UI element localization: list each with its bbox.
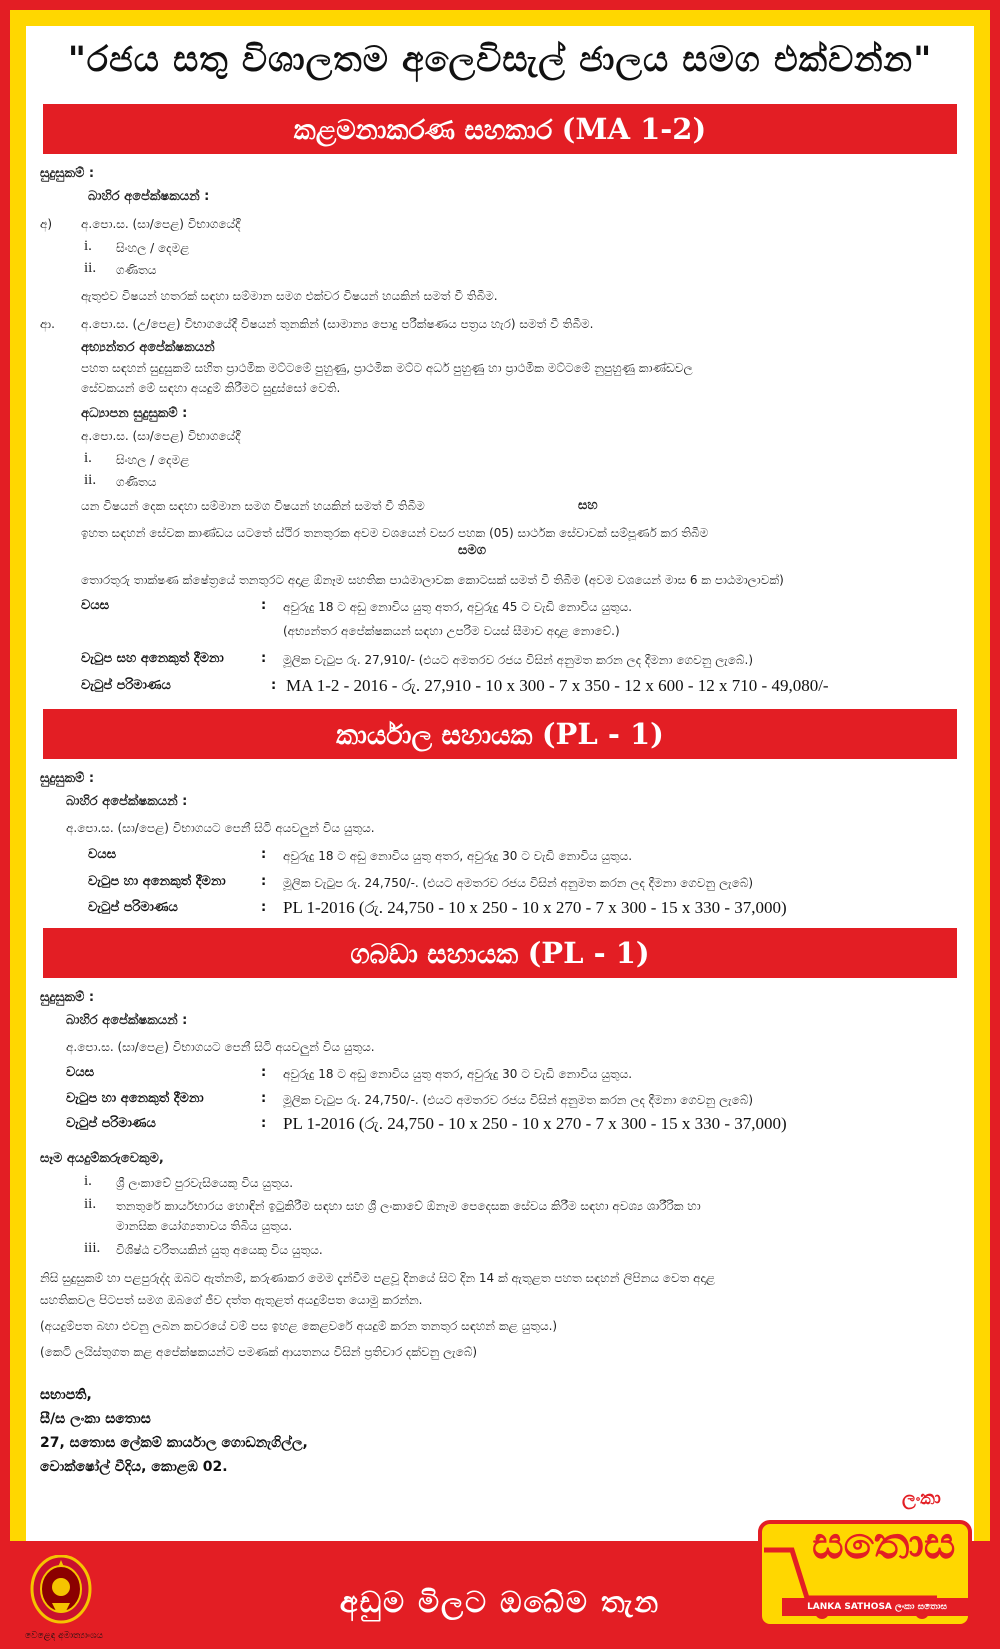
- apply-line2: සහතිකවල පිටපත් සමග ඔබගේ ජීව දත්ත ඇතුළත් අයදුම්පත යොමු කරන්න.: [40, 1293, 423, 1307]
- section3-exam-text: අ.පො.ස. (සා/පෙළ) විභාගයට පෙනී සිටි අයවලුන් විය යුතුය.: [66, 1040, 375, 1054]
- logo-main-text: සතොස: [812, 1518, 956, 1569]
- envelope-note: (අයදුම්පත බහා එවනු ලබන කවරයේ වම් පස ඉහළ කෙළවරේ අයදුම් කරන තනතුර සඳහන් කළ යුතුය.): [40, 1319, 558, 1333]
- section2-title: කාර්යාල සහායක: [336, 720, 533, 751]
- general-i-num: i.: [84, 1173, 92, 1189]
- general-i-text: ශ්‍රී ලංකාවේ පුරවැසියෙකු විය යුතුය.: [116, 1176, 294, 1190]
- section1-a-marker: අ): [40, 217, 53, 231]
- logo-subtitle: LANKA SATHOSA ලංකා සතොස: [782, 1598, 972, 1616]
- section3-age-value: අවුරුදු 18 ට අඩු නොවිය යුතු අතර, අවුරුදු 30 ට වැඩි නොවිය යුතුය.: [283, 1067, 633, 1081]
- section2-age-label: වයස: [88, 847, 117, 862]
- section3-external-heading: බාහිර අපේක්ෂකයන් :: [66, 1013, 188, 1028]
- section1-edu-i-num: i.: [84, 450, 92, 466]
- section1-edu-note: යන විෂයන් දෙක සඳහා සම්මාන සමග විෂයන් හයකින් සමත් වී තිබීම: [81, 499, 425, 513]
- colon: :: [261, 1065, 267, 1080]
- general-iii-text: විශිෂ්ඨ චරිතයකින් යුතු අයෙකු විය යුතුය.: [116, 1243, 323, 1257]
- section1-a-note: ඇතුළුව විෂයන් හතරක් සඳහා සම්මාන සමග එක්වර විෂයන් හයකින් සමත් වී තිබීම.: [81, 289, 498, 303]
- section1-service-note: ඉහත සඳහන් සේවක කාණ්ඩය යටතේ ස්ථිර තනතුරක අවම වශයෙන් වසර පහක (05) සාර්ථක සේවාවක් සම්පූර්ණ කර තිබීම: [81, 526, 709, 540]
- section1-title: කළමනාකරණ සහකාර: [293, 115, 553, 146]
- section3-title: ගබඩා සහායක: [350, 939, 519, 970]
- colon: :: [261, 1091, 267, 1106]
- section1-a-text: අ.පො.ස. (සා/පෙළ) විභාගයේදී: [81, 217, 241, 231]
- section1-scale-value: MA 1-2 - 2016 - රු. 27,910 - 10 x 300 - 7 x 350 - 12 x 600 - 12 x 710 - 49,080/-: [286, 676, 829, 695]
- logo-small-text: ලංකා: [902, 1488, 941, 1509]
- section3-age-label: වයස: [66, 1065, 95, 1080]
- section1-internal-heading: අභ්‍යන්තර අපේක්ෂකයන්: [81, 340, 215, 355]
- section1-edu-heading: අධ්‍යාපන සුදුසුකම් :: [81, 406, 188, 421]
- section3-qual-heading: සුදුසුකම් :: [40, 990, 95, 1005]
- section2-salary-value: මූලික වැටුප රු. 24,750/-. (එයට අමතරව රජය විසින් අනුමත කරන ලද දීමනා ගෙවනු ලැබේ): [283, 876, 754, 890]
- section1-a-i: සිංහල / දෙමළ: [116, 241, 190, 255]
- section1-code: (MA 1-2): [561, 112, 707, 146]
- section1-salary-label: වැටුප සහ අනෙකුත් දීමනා: [81, 651, 224, 666]
- colon: :: [261, 847, 267, 862]
- content-panel: [26, 26, 974, 1616]
- section1-edu-text: අ.පො.ස. (සා/පෙළ) විභාගයේදී: [81, 429, 241, 443]
- section3-salary-label: වැටුප හා අනෙකුත් දීමනා: [66, 1091, 204, 1106]
- colon: :: [261, 874, 267, 889]
- section1-banner: [43, 104, 957, 154]
- section2-scale-label: වැටුප් පරිමාණය: [88, 900, 178, 915]
- section1-and1: සහ: [578, 498, 598, 513]
- section1-age-note: (අභ්‍යන්තර අපේක්ෂකයන් සඳහා උපරිම වයස් සීමාව අදාළ නොවේ.): [283, 624, 620, 638]
- section1-edu-ii-num: ii.: [84, 472, 97, 488]
- address-line4: වොක්ෂෝල් වීදිය, කොළඹ 02.: [40, 1459, 228, 1475]
- section1-aa-text: අ.පො.ස. (උ/පෙළ) විභාගයේදී විෂයන් තුනකින් (සාමාන්‍ය පොදු පරීක්ෂණය පත්‍රය හැර) සමත් වී තිබීම.: [81, 317, 594, 331]
- section1-course-note: තොරතුරු තාක්ෂණ ක්ෂේත්‍රයේ තනතුරට අදාළ ඕනෑම සහතික පාඨමාලාවක කොටසක් සමත් වී තිබීම (අවම වශයෙන් මාස 6 ක පාඨමාලාවක්): [81, 573, 784, 587]
- section2-external-heading: බාහිර අපේක්ෂකයන් :: [66, 794, 188, 809]
- section2-banner: [43, 709, 957, 759]
- section1-external-heading: බාහිර අපේක්ෂකයන් :: [88, 189, 210, 204]
- section2-exam-text: අ.පො.ස. (සා/පෙළ) විභාගයට පෙනී සිටි අයවලුන් විය යුතුය.: [66, 821, 375, 835]
- section1-salary-value: මූලික වැටුප රු. 27,910/- (එයට අමතරව රජය විසින් අනුමත කරන ලද දීමනා ගෙවනු ලැබේ.): [283, 653, 754, 667]
- section1-qual-heading: සුදුසුකම් :: [40, 166, 95, 181]
- section3-scale-value: PL 1-2016 (රු. 24,750 - 10 x 250 - 10 x 270 - 7 x 300 - 15 x 330 - 37,000): [283, 1114, 787, 1133]
- section1-age-label: වයස: [81, 598, 110, 613]
- address-line2: සී/ස ලංකා සතොස: [40, 1411, 151, 1427]
- colon: :: [261, 1116, 267, 1131]
- colon: :: [261, 900, 267, 915]
- section2-salary-label: වැටුප හා අනෙකුත් දීමනා: [88, 874, 226, 889]
- colon: :: [271, 678, 277, 693]
- general-heading: සෑම අයදුම්කරුවෙකුම,: [40, 1151, 164, 1166]
- section1-a-ii: ගණිතය: [116, 263, 157, 277]
- general-ii-line2: මානසික යෝග්‍යතාවය තිබිය යුතුය.: [116, 1219, 293, 1233]
- section2-scale-value: PL 1-2016 (රු. 24,750 - 10 x 250 - 10 x 270 - 7 x 300 - 15 x 330 - 37,000): [283, 898, 787, 917]
- section1-internal-line1: පහත සඳහන් සුදුසුකම් සහිත ප්‍රාථමික මට්ටමේ පුහුණු, ප්‍රාථමික මට්ට අර්ධ පුහුණු හා ප්‍රාථමික මට්ටමේ නුපුහුණු කාණ්ඩවල: [81, 361, 693, 375]
- address-line3: 27, සතොස ලේකම් කාර්යාල ගොඩනැගිල්ල,: [40, 1435, 308, 1451]
- shortlist-note: (කෙටි ලයිස්තුගත කළ අපේක්ෂකයන්ට පමණක් ආයතනය විසින් ප්‍රතිචාර දක්වනු ලැබේ): [40, 1345, 478, 1359]
- apply-line1: නිසි සුදුසුකම් හා පළපුරුද්ද ඔබට ඇත්නම්, කරුණාකර මෙම දැන්වීම පළවූ දිනයේ සිට දින 14 ක් ඇතුළත පහත සඳහන් ලිපිනය වෙත අදාළ: [40, 1271, 716, 1285]
- section2-code: (PL - 1): [541, 717, 664, 751]
- colon: :: [261, 598, 267, 613]
- address-line1: සභාපති,: [40, 1387, 92, 1403]
- section3-scale-label: වැටුප් පරිමාණය: [66, 1116, 156, 1131]
- general-ii-line1: තනතුරේ කාර්යභාරය හොඳින් ඉටුකිරීම සඳහා සහ ශ්‍රී ලංකාවේ ඕනෑම පෙදෙසක සේවය කිරීම සඳහා අවශ්‍ය ශාරීරික හා: [116, 1199, 701, 1213]
- general-ii-num: ii.: [84, 1196, 97, 1212]
- section3-code: (PL - 1): [527, 936, 650, 970]
- section3-salary-value: මූලික වැටුප රු. 24,750/-. (එයට අමතරව රජය විසින් අනුමත කරන ලද දීමනා ගෙවනු ලැබේ): [283, 1093, 754, 1107]
- ministry-label: වෙළෙඳ අමාත්‍යාංශය: [25, 1631, 103, 1641]
- section1-internal-line2: සේවකයන් මේ සඳහා අයදුම් කිරීමට සුදුස්සෝ වෙති.: [81, 381, 341, 395]
- headline: "රජය සතු විශාලතම අලෙවිසැල් ජාලය සමග එක්වන්න": [67, 40, 933, 80]
- section2-age-value: අවුරුදු 18 ට අඩු නොවිය යුතු අතර, අවුරුදු 30 ට වැඩි නොවිය යුතුය.: [283, 849, 633, 863]
- general-iii-num: iii.: [84, 1240, 101, 1256]
- section1-a-i-num: i.: [84, 238, 92, 254]
- section1-edu-i: සිංහල / දෙමළ: [116, 453, 190, 467]
- section1-aa-marker: ආ.: [40, 317, 55, 331]
- section1-edu-ii: ගණිතය: [116, 475, 157, 489]
- section1-age-value: අවුරුදු 18 ට අඩු නොවිය යුතු අතර, අවුරුදු 45 ට වැඩි නොවිය යුතුය.: [283, 600, 633, 614]
- section3-banner: [43, 928, 957, 978]
- sathosa-logo: [752, 1470, 978, 1635]
- section2-qual-heading: සුදුසුකම් :: [40, 771, 95, 786]
- footer-slogan: අඩුම මිලට ඔබේම තැන: [339, 1585, 661, 1619]
- colon: :: [261, 651, 267, 666]
- section1-and2: සමග: [458, 543, 486, 558]
- section1-a-ii-num: ii.: [84, 260, 97, 276]
- section1-scale-label: වැටුප් පරිමාණය: [81, 678, 171, 693]
